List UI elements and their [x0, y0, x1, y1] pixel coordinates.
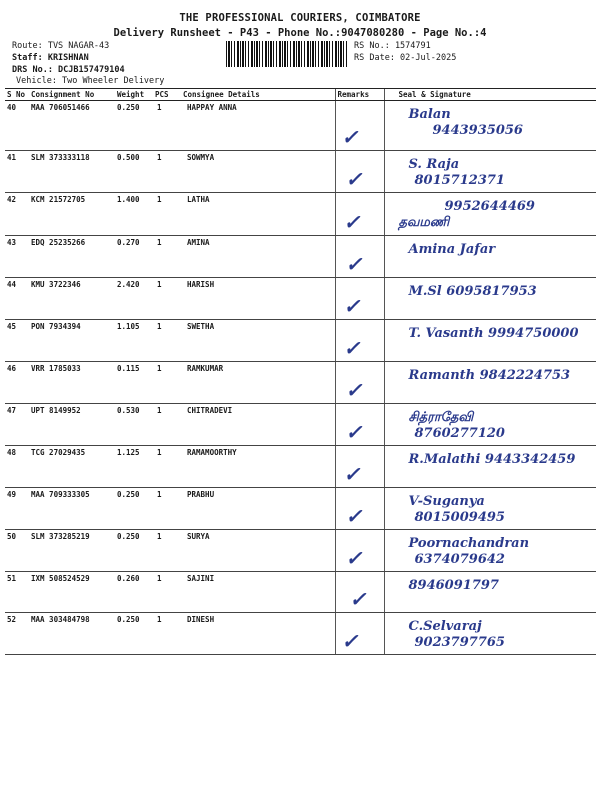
- table-row: [5, 320, 596, 362]
- row-pcs: 1: [153, 101, 181, 151]
- handwritten-phone: தவமணி: [398, 215, 450, 230]
- row-signature: [384, 362, 596, 404]
- handwritten-signature: S. Raja: [408, 157, 460, 172]
- rs-date: RS Date: 02-Jul-2025: [354, 53, 457, 63]
- delivery-tick-mark: ✓: [345, 167, 363, 191]
- delivery-tick-mark: ✓: [343, 294, 361, 318]
- row-sno: 48: [5, 446, 29, 488]
- delivery-tick-mark: ✓: [345, 420, 363, 444]
- delivery-tick-mark: ✓: [345, 378, 363, 402]
- delivery-tick-mark: ✓: [343, 336, 361, 360]
- table-row: [5, 193, 596, 236]
- table-row: [5, 404, 596, 446]
- runsheet-subtitle: Delivery Runsheet - P43 - Phone No.:9047080280 - Page No.:4: [113, 27, 487, 39]
- row-consignee: SURYA: [181, 530, 335, 572]
- col-consignee: Consignee Details: [181, 89, 335, 101]
- table-row: [5, 613, 596, 655]
- row-consignment-no: MAA 709333305: [29, 488, 115, 530]
- row-weight: 1.125: [115, 446, 153, 488]
- row-consignment-no: TCG 27029435: [29, 446, 115, 488]
- row-consignment-no: SLM 373285219: [29, 530, 115, 572]
- handwritten-signature: சித்ராதேவி: [408, 410, 474, 425]
- handwritten-signature: T. Vasanth 9994750000: [408, 326, 579, 341]
- table-row: [5, 151, 596, 193]
- row-signature: [384, 572, 596, 613]
- handwritten-phone: 8015712371: [414, 173, 505, 188]
- row-sno: 52: [5, 613, 29, 655]
- row-pcs: 1: [153, 320, 181, 362]
- row-weight: 0.115: [115, 362, 153, 404]
- row-signature: [384, 488, 596, 530]
- row-consignee: LATHA: [181, 193, 335, 236]
- row-consignee: SAJINI: [181, 572, 335, 613]
- row-remarks: [335, 404, 384, 446]
- table-row: [5, 362, 596, 404]
- row-consignee: SOWMYA: [181, 151, 335, 193]
- col-remarks: Remarks: [335, 89, 384, 101]
- row-weight: 2.420: [115, 278, 153, 320]
- row-signature: [384, 404, 596, 446]
- row-consignee: CHITRADEVI: [181, 404, 335, 446]
- row-consignee: HARISH: [181, 278, 335, 320]
- handwritten-phone: 9023797765: [414, 635, 505, 650]
- row-sno: 51: [5, 572, 29, 613]
- delivery-tick-mark: ✓: [341, 629, 359, 653]
- row-remarks: [335, 530, 384, 572]
- row-remarks: [335, 193, 384, 236]
- handwritten-signature: Balan: [408, 107, 451, 122]
- col-sno: S No: [5, 89, 29, 101]
- row-sno: 49: [5, 488, 29, 530]
- delivery-tick-mark: ✓: [343, 210, 361, 234]
- row-signature: [384, 193, 596, 236]
- table-header-row: [5, 89, 596, 101]
- row-consignee: AMINA: [181, 236, 335, 278]
- barcode-image: [226, 41, 348, 67]
- row-consignment-no: KCM 21572705: [29, 193, 115, 236]
- runsheet-header: [0, 0, 600, 100]
- row-weight: 0.530: [115, 404, 153, 446]
- handwritten-phone: 6374079642: [414, 552, 505, 567]
- row-sno: 40: [5, 101, 29, 151]
- company-title: THE PROFESSIONAL COURIERS, COIMBATORE: [179, 12, 421, 24]
- handwritten-signature: Ramanth 9842224753: [408, 368, 571, 383]
- vehicle-label: Vehicle: Two Wheeler Delivery: [16, 76, 165, 86]
- drs-number: DRS No.: DCJB157479104: [12, 65, 125, 75]
- table-row: [5, 101, 596, 151]
- row-sno: 47: [5, 404, 29, 446]
- row-remarks: [335, 101, 384, 151]
- row-weight: 0.250: [115, 613, 153, 655]
- row-signature: [384, 278, 596, 320]
- row-pcs: 1: [153, 362, 181, 404]
- row-remarks: [335, 278, 384, 320]
- row-consignment-no: UPT 8149952: [29, 404, 115, 446]
- table-row: [5, 278, 596, 320]
- table-row: [5, 446, 596, 488]
- row-consignment-no: KMU 3722346: [29, 278, 115, 320]
- row-consignment-no: MAA 303484798: [29, 613, 115, 655]
- delivery-tick-mark: ✓: [343, 462, 361, 486]
- handwritten-signature: C.Selvaraj: [408, 619, 482, 634]
- delivery-tick-mark: ✓: [345, 546, 363, 570]
- row-weight: 0.270: [115, 236, 153, 278]
- row-pcs: 1: [153, 446, 181, 488]
- row-consignment-no: IXM 508524529: [29, 572, 115, 613]
- row-weight: 0.250: [115, 488, 153, 530]
- row-remarks: [335, 572, 384, 613]
- row-sno: 46: [5, 362, 29, 404]
- row-pcs: 1: [153, 278, 181, 320]
- col-consignment: Consignment No: [29, 89, 115, 101]
- row-remarks: [335, 613, 384, 655]
- table-row: [5, 236, 596, 278]
- row-consignee: RAMAMOORTHY: [181, 446, 335, 488]
- row-consignment-no: PON 7934394: [29, 320, 115, 362]
- row-remarks: [335, 151, 384, 193]
- row-consignment-no: MAA 706051466: [29, 101, 115, 151]
- row-pcs: 1: [153, 236, 181, 278]
- row-signature: [384, 613, 596, 655]
- row-consignment-no: VRR 1785033: [29, 362, 115, 404]
- handwritten-phone: 8015009495: [414, 510, 505, 525]
- col-pcs: PCS: [153, 89, 181, 101]
- handwritten-signature: 9952644469: [444, 199, 535, 214]
- row-signature: [384, 236, 596, 278]
- row-sno: 50: [5, 530, 29, 572]
- row-pcs: 1: [153, 572, 181, 613]
- row-remarks: [335, 320, 384, 362]
- row-weight: 0.500: [115, 151, 153, 193]
- row-remarks: [335, 362, 384, 404]
- row-signature: [384, 530, 596, 572]
- row-consignee: SWETHA: [181, 320, 335, 362]
- staff-label: Staff: KRISHNAN: [12, 53, 89, 63]
- handwritten-phone: 8760277120: [414, 426, 505, 441]
- row-signature: [384, 446, 596, 488]
- row-remarks: [335, 488, 384, 530]
- row-sno: 45: [5, 320, 29, 362]
- handwritten-signature: V-Suganya: [408, 494, 485, 509]
- rs-number: RS No.: 1574791: [354, 41, 431, 51]
- row-pcs: 1: [153, 530, 181, 572]
- handwritten-signature: 8946091797: [408, 578, 499, 593]
- table-row: [5, 488, 596, 530]
- row-signature: [384, 101, 596, 151]
- row-consignee: DINESH: [181, 613, 335, 655]
- row-remarks: [335, 446, 384, 488]
- delivery-tick-mark: ✓: [349, 587, 367, 611]
- table-row: [5, 572, 596, 613]
- row-pcs: 1: [153, 151, 181, 193]
- row-weight: 0.250: [115, 530, 153, 572]
- row-pcs: 1: [153, 404, 181, 446]
- row-consignment-no: EDQ 25235266: [29, 236, 115, 278]
- row-pcs: 1: [153, 488, 181, 530]
- col-weight: Weight: [115, 89, 153, 101]
- delivery-tick-mark: ✓: [345, 252, 363, 276]
- runsheet-table: [5, 88, 596, 655]
- row-sno: 42: [5, 193, 29, 236]
- handwritten-signature: M.Sl 6095817953: [408, 284, 537, 299]
- row-signature: [384, 320, 596, 362]
- row-consignee: HAPPAY ANNA: [181, 101, 335, 151]
- col-signature: Seal & Signature: [384, 89, 596, 101]
- row-weight: 0.260: [115, 572, 153, 613]
- delivery-tick-mark: ✓: [345, 504, 363, 528]
- row-weight: 1.105: [115, 320, 153, 362]
- handwritten-signature: Poornachandran: [408, 536, 530, 551]
- row-consignee: PRABHU: [181, 488, 335, 530]
- row-consignee: RAMKUMAR: [181, 362, 335, 404]
- table-row: [5, 530, 596, 572]
- handwritten-phone: 9443935056: [432, 123, 523, 138]
- row-remarks: [335, 236, 384, 278]
- row-sno: 41: [5, 151, 29, 193]
- row-consignment-no: SLM 373333118: [29, 151, 115, 193]
- row-pcs: 1: [153, 613, 181, 655]
- row-sno: 43: [5, 236, 29, 278]
- handwritten-signature: Amina Jafar: [408, 242, 496, 257]
- row-weight: 1.400: [115, 193, 153, 236]
- row-sno: 44: [5, 278, 29, 320]
- handwritten-signature: R.Malathi 9443342459: [408, 452, 576, 467]
- route-label: Route: TVS NAGAR-43: [12, 41, 110, 51]
- row-weight: 0.250: [115, 101, 153, 151]
- row-signature: [384, 151, 596, 193]
- delivery-tick-mark: ✓: [341, 125, 359, 149]
- row-pcs: 1: [153, 193, 181, 236]
